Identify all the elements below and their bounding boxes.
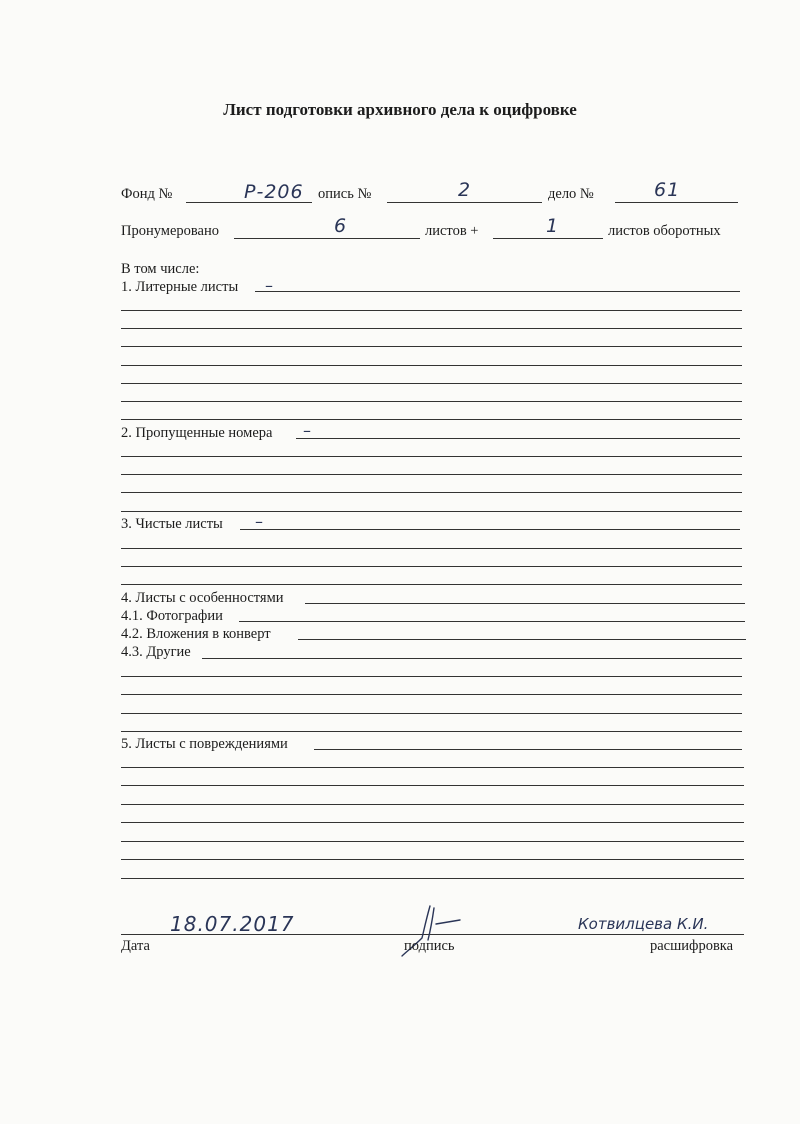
delo-line bbox=[615, 202, 738, 203]
section-5-blank-line bbox=[121, 841, 744, 842]
pronum-value: 6 bbox=[334, 215, 348, 237]
fond-label: Фонд № bbox=[121, 186, 173, 202]
opis-line bbox=[387, 202, 542, 203]
oborot-value: 1 bbox=[546, 215, 560, 237]
section-2-blank-line bbox=[121, 492, 742, 493]
delo-value: 61 bbox=[654, 179, 681, 201]
section-1-blank-line bbox=[121, 328, 742, 329]
section-1-blank-line bbox=[121, 310, 742, 311]
date-label: Дата bbox=[121, 938, 150, 954]
section-5-blank-line bbox=[121, 767, 744, 768]
pronum-line bbox=[234, 238, 420, 239]
oborot-line bbox=[493, 238, 603, 239]
section-5-blank-line bbox=[121, 878, 744, 879]
intro-label: В том числе: bbox=[121, 261, 200, 277]
section-5-label: 5. Листы с повреждениями bbox=[121, 736, 288, 752]
decoding-value: Котвилцева К.И. bbox=[578, 915, 709, 933]
pronum-label: Пронумеровано bbox=[121, 223, 220, 239]
section-1-blank-line bbox=[121, 365, 742, 366]
section-1-value: – bbox=[265, 276, 273, 295]
section-2-blank-line bbox=[121, 474, 742, 475]
section-4-3-label: 4.3. Другие bbox=[121, 644, 191, 660]
opis-label: опись № bbox=[318, 186, 372, 202]
section-5-blank-line bbox=[121, 822, 744, 823]
section-5-blank-line bbox=[121, 785, 744, 786]
section-2-label: 2. Пропущенные номера bbox=[121, 425, 273, 441]
delo-label: дело № bbox=[548, 186, 594, 202]
listov-label: листов + bbox=[425, 223, 479, 239]
section-4-label: 4. Листы с особенностями bbox=[121, 590, 284, 606]
section-2-blank-line bbox=[121, 456, 742, 457]
document-title: Лист подготовки архивного дела к оцифровке bbox=[223, 100, 577, 119]
section-4-2-label: 4.2. Вложения в конверт bbox=[121, 626, 271, 642]
section-3-blank-line bbox=[121, 584, 742, 585]
section-1-blank-line bbox=[121, 383, 742, 384]
fond-value: Р-206 bbox=[244, 181, 304, 203]
decoding-label: расшифровка bbox=[650, 938, 734, 954]
section-3-blank-line bbox=[121, 548, 742, 549]
section-4-blank-line bbox=[121, 676, 742, 677]
section-5-blank-line bbox=[121, 859, 744, 860]
section-4-2-line bbox=[298, 639, 746, 640]
signature-label: подпись bbox=[404, 938, 455, 954]
section-5-line bbox=[314, 749, 742, 750]
section-4-blank-line bbox=[121, 713, 742, 714]
date-value: 18.07.2017 bbox=[170, 912, 295, 936]
section-2-blank-line bbox=[121, 511, 742, 512]
section-1-line bbox=[255, 291, 740, 292]
section-1-blank-line bbox=[121, 346, 742, 347]
section-3-line bbox=[240, 529, 740, 530]
section-4-1-label: 4.1. Фотографии bbox=[121, 608, 223, 624]
opis-value: 2 bbox=[458, 179, 472, 201]
section-1-blank-line bbox=[121, 419, 742, 420]
section-4-blank-line bbox=[121, 694, 742, 695]
section-2-line bbox=[296, 438, 740, 439]
section-1-blank-line bbox=[121, 401, 742, 402]
oborot-label: листов оборотных bbox=[608, 223, 721, 239]
section-4-3-line bbox=[202, 658, 742, 659]
section-5-blank-line bbox=[121, 804, 744, 805]
section-3-value: – bbox=[255, 512, 263, 531]
section-3-blank-line bbox=[121, 566, 742, 567]
section-1-label: 1. Литерные листы bbox=[121, 279, 239, 295]
section-2-value: – bbox=[303, 421, 311, 440]
section-4-blank-line bbox=[121, 731, 742, 732]
section-4-line bbox=[305, 603, 745, 604]
section-4-1-line bbox=[239, 621, 745, 622]
section-3-label: 3. Чистые листы bbox=[121, 516, 223, 532]
